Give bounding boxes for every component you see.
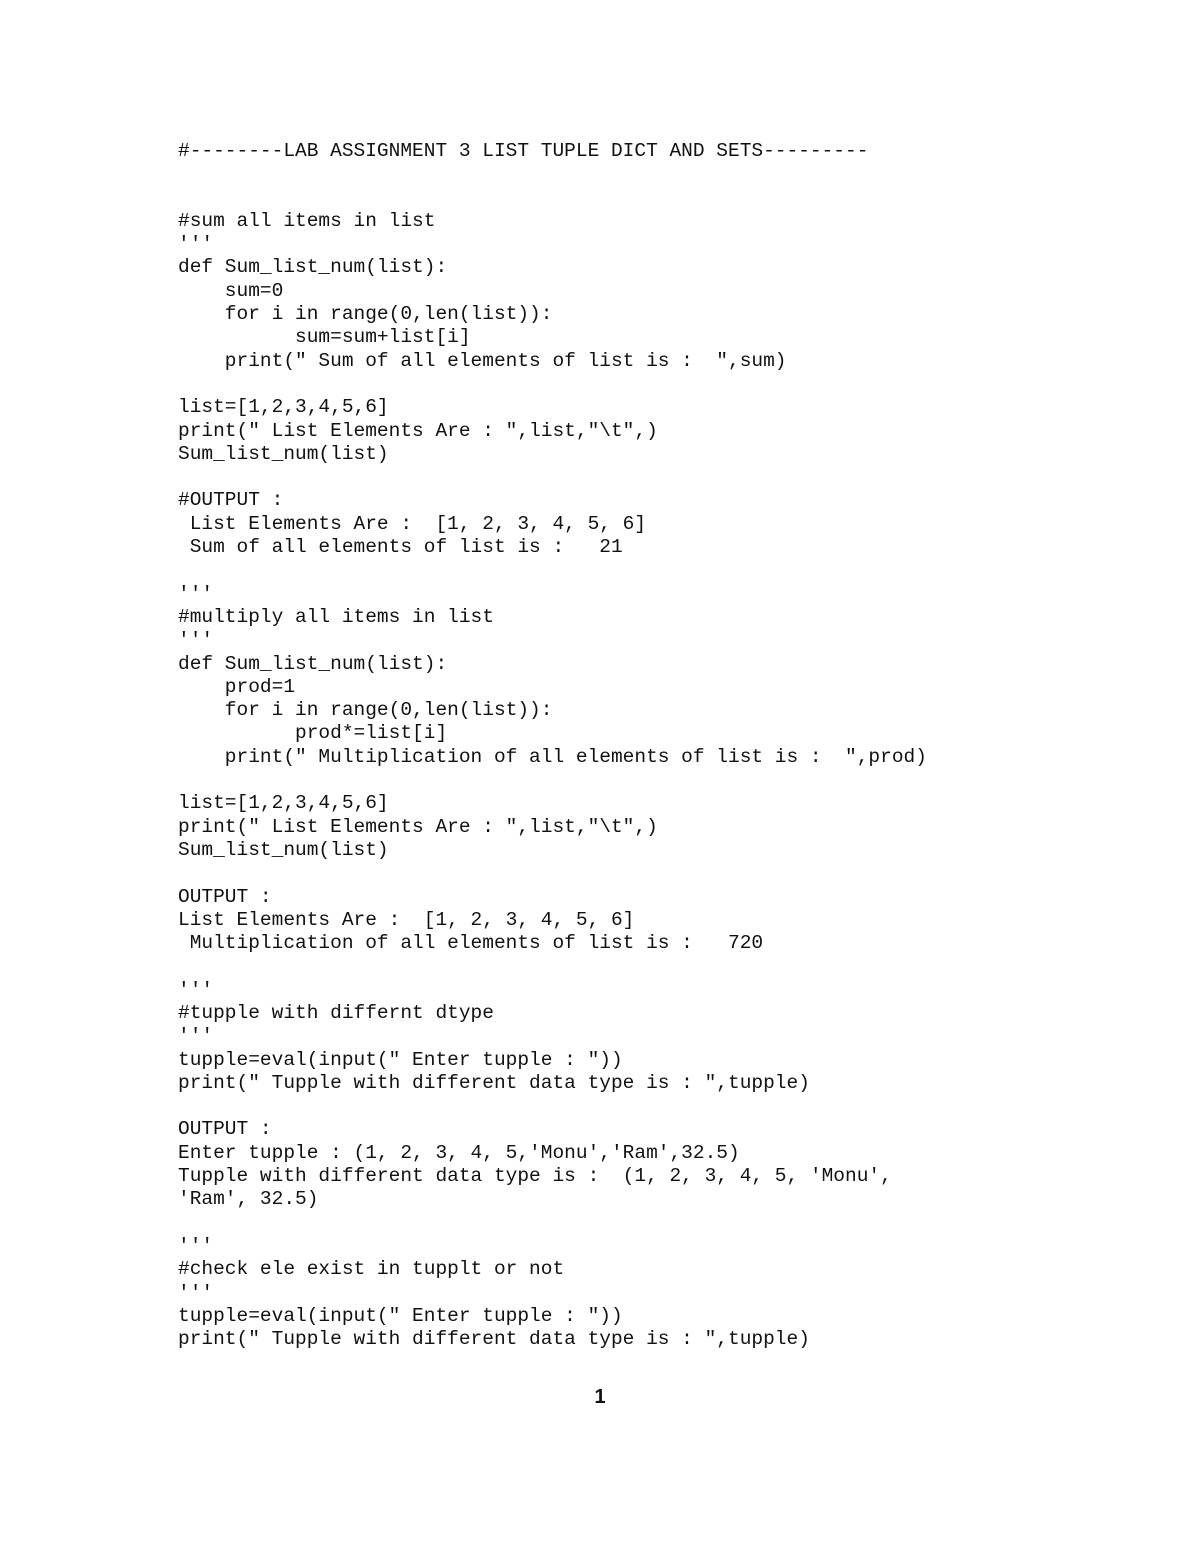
code-line: ''' xyxy=(178,1025,214,1048)
code-line: #sum all items in list xyxy=(178,209,436,232)
code-line: prod*=list[i] xyxy=(178,722,448,745)
code-line: List Elements Are : [1, 2, 3, 4, 5, 6] xyxy=(178,512,647,535)
code-line: OUTPUT : xyxy=(178,885,272,908)
code-line: 'Ram', 32.5) xyxy=(178,1188,319,1211)
code-listing xyxy=(178,140,1138,1351)
blank-line xyxy=(178,1095,1138,1118)
code-line: Tupple with different data type is : (1, 2, 3, 4, 5, 'Monu', xyxy=(178,1165,892,1188)
code-line: tupple=eval(input(" Enter tupple : ")) xyxy=(178,1048,623,1071)
code-line: #--------LAB ASSIGNMENT 3 LIST TUPLE DICT AND SETS--------- xyxy=(178,140,869,162)
code-line: prod=1 xyxy=(178,675,296,698)
blank-line xyxy=(178,559,1138,582)
code-line: print(" Sum of all elements of list is : ",sum) xyxy=(178,349,787,372)
code-line: print(" Tupple with different data type is : ",tupple) xyxy=(178,1071,810,1094)
code-line: def Sum_list_num(list): xyxy=(178,256,448,279)
code-line: #multiply all items in list xyxy=(178,605,494,628)
code-line: Sum_list_num(list) xyxy=(178,442,389,465)
code-line: ''' xyxy=(178,1234,214,1257)
code-line: list=[1,2,3,4,5,6] xyxy=(178,792,389,815)
code-line: sum=0 xyxy=(178,279,284,302)
code-line: ''' xyxy=(178,582,214,605)
code-line: tupple=eval(input(" Enter tupple : ")) xyxy=(178,1304,623,1327)
code-line: print(" List Elements Are : ",list,"\t",) xyxy=(178,815,658,838)
code-line: sum=sum+list[i] xyxy=(178,326,471,349)
code-line: for i in range(0,len(list)): xyxy=(178,303,553,326)
code-line: ''' xyxy=(178,978,214,1001)
code-line: #OUTPUT : xyxy=(178,489,284,512)
code-line: ''' xyxy=(178,629,214,652)
blank-line xyxy=(178,955,1138,978)
blank-line xyxy=(178,862,1138,885)
code-line: Sum of all elements of list is : 21 xyxy=(178,536,623,559)
blank-line xyxy=(178,1212,1138,1235)
code-line: print(" Multiplication of all elements of list is : ",prod) xyxy=(178,745,927,768)
page-number: 1 xyxy=(594,1386,606,1408)
code-line: print(" List Elements Are : ",list,"\t",) xyxy=(178,419,658,442)
blank-line xyxy=(178,373,1138,396)
code-line: list=[1,2,3,4,5,6] xyxy=(178,396,389,419)
blank-line xyxy=(178,163,1138,186)
code-line: ''' xyxy=(178,233,214,256)
code-line: def Sum_list_num(list): xyxy=(178,652,448,675)
blank-line xyxy=(178,466,1138,489)
code-line: Multiplication of all elements of list is : 720 xyxy=(178,932,764,955)
code-line: #check ele exist in tupplt or not xyxy=(178,1258,565,1281)
code-line: ''' xyxy=(178,1281,214,1304)
code-line: List Elements Are : [1, 2, 3, 4, 5, 6] xyxy=(178,908,635,931)
code-line: for i in range(0,len(list)): xyxy=(178,699,553,722)
code-line: #tupple with differnt dtype xyxy=(178,1001,494,1024)
blank-line xyxy=(178,187,1138,210)
blank-line xyxy=(178,769,1138,792)
code-line: OUTPUT : xyxy=(178,1118,272,1141)
code-line: Enter tupple : (1, 2, 3, 4, 5,'Monu','Ram',32.5) xyxy=(178,1141,740,1164)
code-line: print(" Tupple with different data type is : ",tupple) xyxy=(178,1328,810,1351)
code-line: Sum_list_num(list) xyxy=(178,838,389,861)
